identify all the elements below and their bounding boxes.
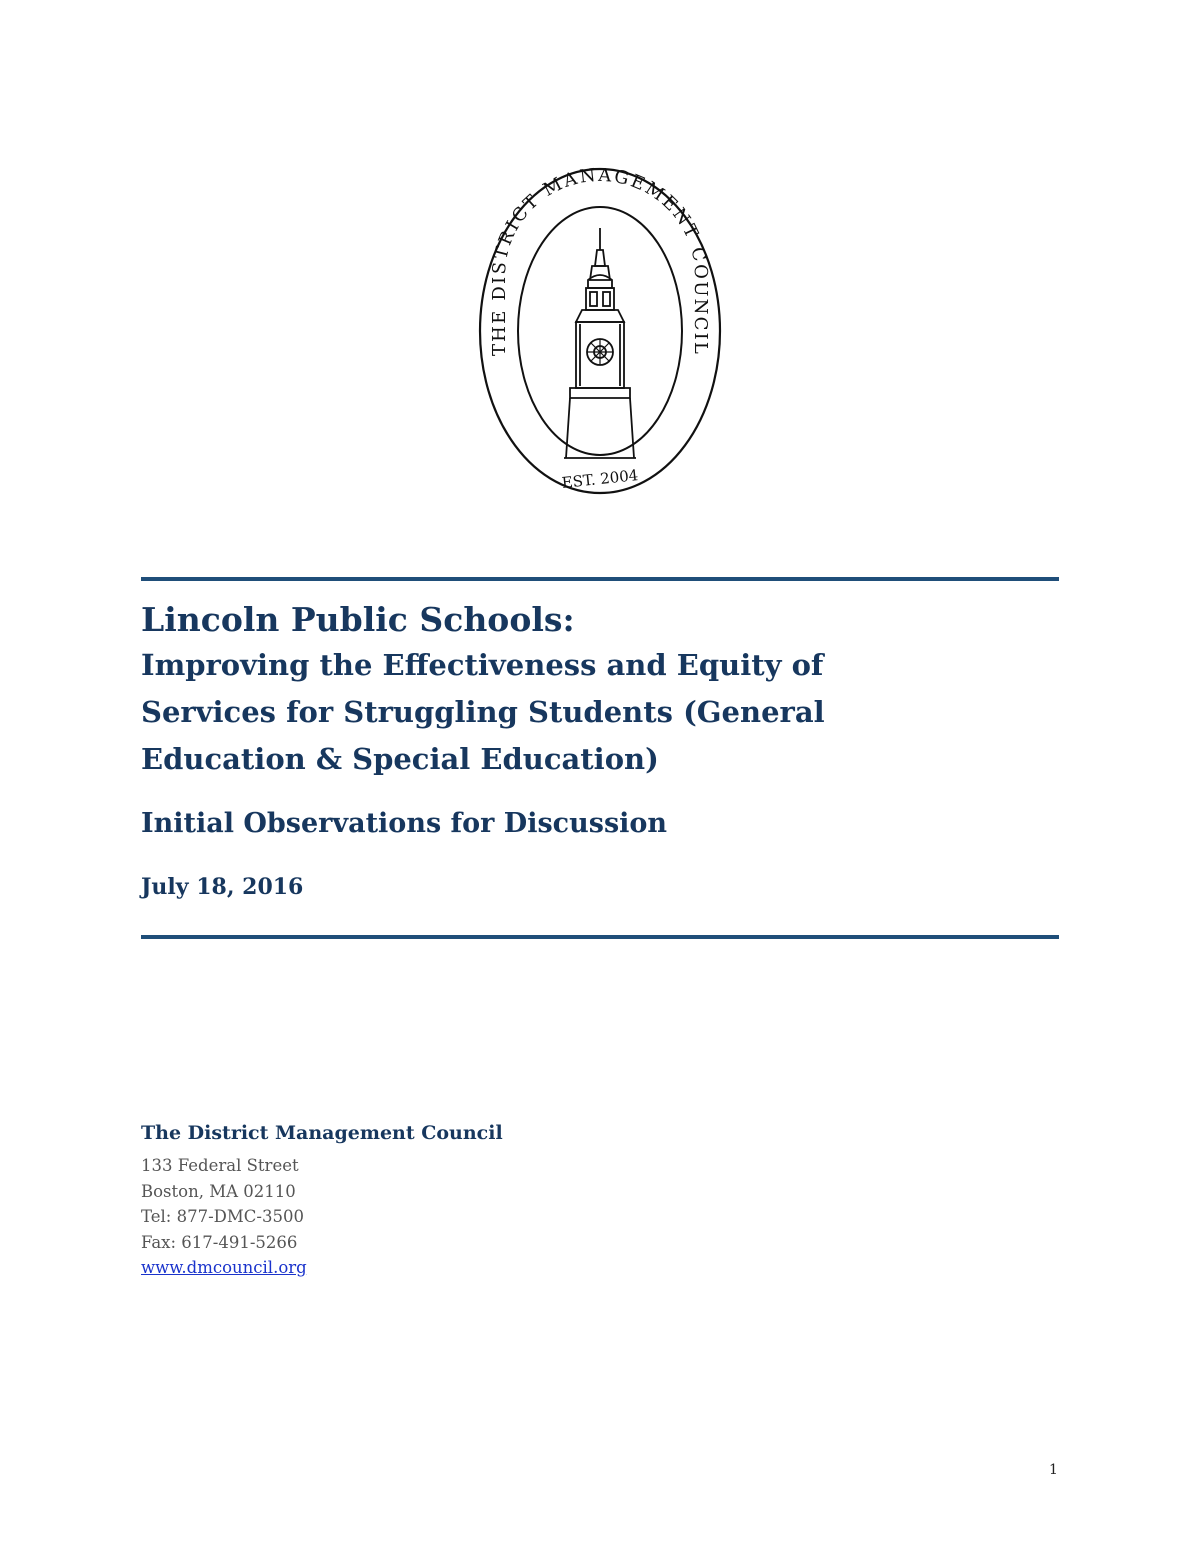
- contact-address: [141, 1153, 307, 1281]
- organization-name: The District Management Council: [141, 1122, 503, 1144]
- telephone: Tel: 877-DMC-3500: [141, 1207, 304, 1226]
- dmc-seal-logo: [478, 166, 722, 496]
- top-divider: [141, 577, 1059, 581]
- website-link[interactable]: www.dmcouncil.org: [141, 1258, 307, 1277]
- svg-text:THE DISTRICT MANAGEMENT COUNCI: THE DISTRICT MANAGEMENT COUNCIL: [488, 166, 712, 357]
- document-subtitle: Improving the Effectiveness and Equity of Services for Struggling Students (General Education & Special Education): [141, 648, 825, 776]
- city-state-zip: Boston, MA 02110: [141, 1181, 296, 1201]
- observations-heading: Initial Observations for Discussion: [141, 808, 668, 839]
- document-title: Lincoln Public Schools:: [141, 600, 575, 639]
- svg-text:EST. 2004: EST. 2004: [560, 466, 640, 492]
- page-number: 1: [1049, 1462, 1058, 1478]
- street-address: 133 Federal Street: [141, 1156, 299, 1175]
- fax: Fax: 617-491-5266: [141, 1232, 298, 1252]
- title-block: [141, 598, 1059, 783]
- bottom-divider: [141, 935, 1059, 939]
- document-date: July 18, 2016: [141, 874, 304, 900]
